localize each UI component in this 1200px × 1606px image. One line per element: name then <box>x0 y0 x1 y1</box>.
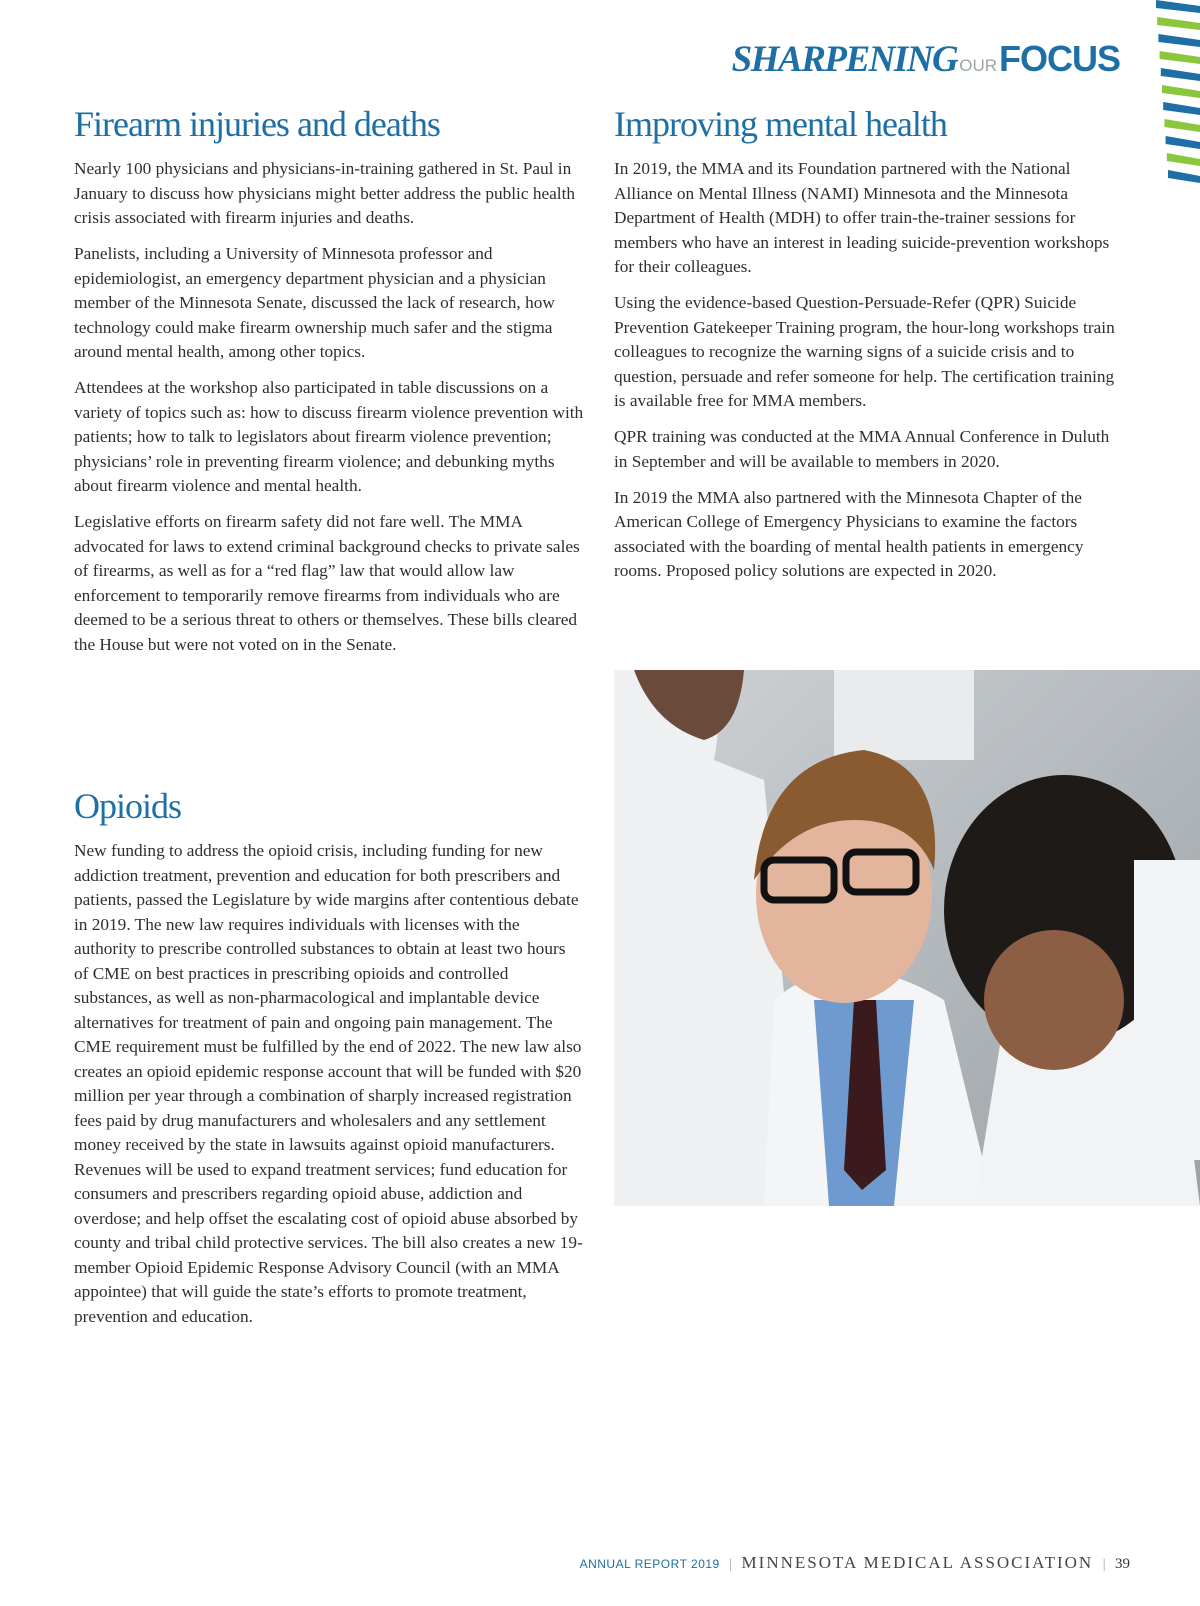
header-word-sharpening: SHARPENING <box>731 39 958 80</box>
body-paragraph: New funding to address the opioid crisis, including funding for new addiction treatment, prevention and education for both prescribers and patients, passed the Legislature by wide margins after contentious debate in 2019. The new law requires individuals with licenses with the authority to prescribe controlled substances to obtain at least two hours of CME on best practices in prescribing opioids and controlled substances, as well as non-pharmacological and implantable device alternatives for treatment of pain and ongoing pain management. The CME requirement must be fulfilled by the end of 2022. The new law also creates an opioid epidemic response account that will be funded with $20 million per year through a combination of sharply increased registration fees paid by drug manufacturers and wholesalers and any settlement money received by the state in lawsuits against opioid manufacturers. Revenues will be used to expand treatment services; fund education for consumers and prescribers regarding opioid abuse, addiction and overdose; and help offset the escalating cost of opioid abuse absorbed by county and tribal child protective services. The bill also creates a new 19-member Opioid Epidemic Response Advisory Council (with an MMA appointee) that will guide the state’s efforts to promote treatment, prevention and education. <box>74 841 583 1326</box>
footer-report-label: ANNUAL REPORT 2019 <box>579 1557 720 1571</box>
page-footer <box>580 1553 1130 1573</box>
section-title: Opioids <box>74 786 182 826</box>
photo-physicians <box>614 670 1200 1206</box>
footer-separator: | <box>729 1557 733 1572</box>
running-header <box>600 38 1120 81</box>
page-number: 39 <box>1115 1556 1130 1572</box>
decorative-ray <box>1160 51 1200 64</box>
decorative-ray <box>1162 85 1200 98</box>
footer-separator: | <box>1102 1557 1106 1572</box>
footer-organization: MINNESOTA MEDICAL ASSOCIATION <box>741 1553 1094 1572</box>
section-opioids <box>74 786 584 1341</box>
body-paragraph: Using the evidence-based Question-Persuade-Refer (QPR) Suicide Prevention Gatekeeper Training program, the hour-long workshops train colleagues to recognize the warning signs of a suicide crisis and to question, persuade and refer someone for help. The certification training is available free for MMA members. <box>614 293 1115 411</box>
body-paragraph: Panelists, including a University of Minnesota professor and epidemiologist, an emergency department physician and a physician member of the Minnesota Senate, discussed the lack of research, how technology could make firearm ownership much safer and the stigma around mental health, among other topics. <box>74 244 555 362</box>
decorative-ray <box>1166 136 1200 149</box>
section-firearms <box>74 104 584 669</box>
decorative-ray <box>1161 68 1200 81</box>
decorative-ray <box>1157 17 1200 30</box>
header-word-our: OUR <box>959 56 997 75</box>
decorative-ray <box>1156 0 1200 13</box>
decorative-ray <box>1158 34 1200 47</box>
body-paragraph: QPR training was conducted at the MMA Annual Conference in Duluth in September and will be available to members in 2020. <box>614 427 1110 471</box>
body-paragraph: In 2019 the MMA also partnered with the Minnesota Chapter of the American College of Emergency Physicians to examine the factors associated with the boarding of mental health patients in emergency rooms. Proposed policy solutions are expected in 2020. <box>614 487 1084 581</box>
right-edge-coat <box>1134 860 1200 1160</box>
decorative-ray <box>1167 153 1200 166</box>
body-paragraph: In 2019, the MMA and its Foundation partnered with the National Alliance on Mental Illness (NAMI) Minnesota and the Minnesota Department of Health (MDH) to offer train-the-trainer sessions for members who have an interest in leading suicide-prevention workshops for their colleagues. <box>614 159 1110 277</box>
header-word-focus: FOCUS <box>999 38 1120 79</box>
section-mental-health <box>614 104 1124 595</box>
decorative-rays <box>1154 0 1200 200</box>
body-paragraph: Legislative efforts on firearm safety did not fare well. The MMA advocated for laws to extend criminal background checks to private sales of firearms, as well as for a “red flag” law that would allow law enforcement to temporarily remove firearms from individuals who are deemed to be a serious threat to others or themselves. These bills cleared the House but were not voted on in the Senate. <box>74 512 580 654</box>
decorative-ray <box>1164 119 1200 132</box>
body-paragraph: Nearly 100 physicians and physicians-in-training gathered in St. Paul in January to discuss how physicians might better address the public health crisis associated with firearm injuries and deaths. <box>74 159 576 228</box>
decorative-ray <box>1168 170 1200 183</box>
right-man-neck <box>984 930 1124 1070</box>
background-coat <box>834 670 974 760</box>
decorative-ray <box>1163 102 1200 115</box>
section-title: Improving mental health <box>614 104 947 144</box>
section-title: Firearm injuries and deaths <box>74 104 440 144</box>
body-paragraph: Attendees at the workshop also participated in table discussions on a variety of topics such as: how to discuss firearm violence prevention with patients; how to talk to legislators about firearm violence prevention; physicians’ role in preventing firearm violence; and debunking myths about firearm violence and mental health. <box>74 378 584 496</box>
